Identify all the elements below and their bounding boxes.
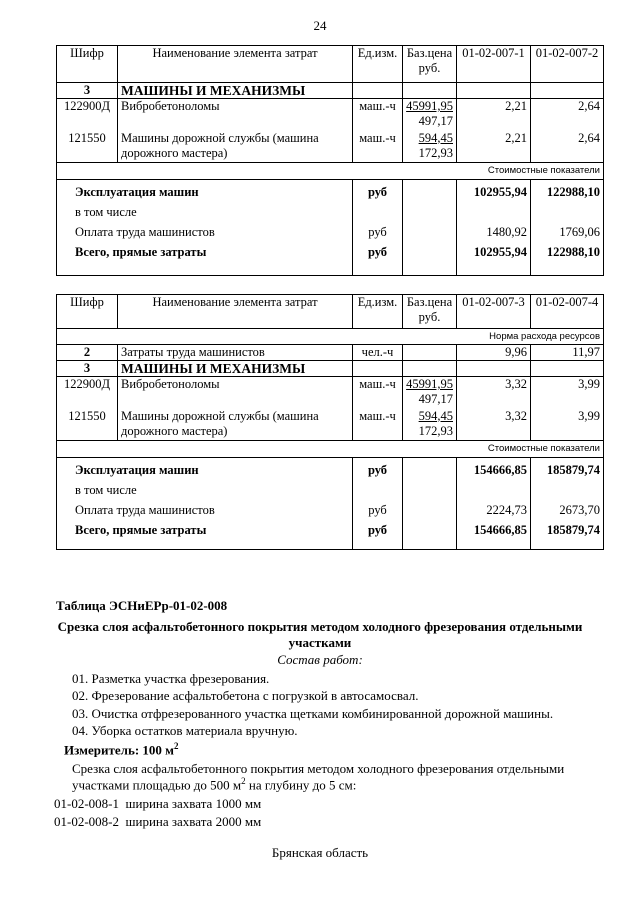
list-item: 01-02-008-1 ширина захвата 1000 мм	[54, 796, 262, 811]
work-item: 03. Очистка отфрезерованного участка щетками комбинированной дорожной машины.	[72, 706, 554, 721]
table-label: Таблица ЭСНиЕРр-01-02-008	[56, 598, 228, 613]
header-code: Шифр	[57, 295, 118, 329]
description-line-2: участками площадью до 500 $м^2$ на глубину до 5 см:	[72, 776, 357, 793]
region-footer: Брянская область	[271, 845, 369, 860]
section-title: МАШИНЫ И МЕХАНИЗМЫ	[118, 361, 353, 377]
header-col-4: 01-02-007-4	[531, 295, 604, 329]
header-col-3: 01-02-007-3	[457, 295, 531, 329]
composition-heading: Состав работ:	[277, 652, 363, 667]
work-item: 01. Разметка участка фрезерования.	[72, 671, 270, 686]
header-price: Баз.цена руб.	[403, 46, 457, 83]
header-col-1: 01-02-007-1	[457, 46, 531, 83]
table-row: 121550 Машины дорожной службы (машина дорожного мастера) маш.-ч 594,45 172,93 2,21 2,64	[57, 131, 604, 163]
header-code: Шифр	[57, 46, 118, 83]
description-line-1: Срезка слоя асфальтобетонного покрытия методом холодного фрезерования отдельными	[72, 761, 565, 776]
totals-block: Эксплуатация машин в том числе Оплата труда машинистов Всего, прямые затраты руб руб руб 154666,85 2224,73 154666,85 185879,74 2673,70 185879,74	[57, 458, 604, 550]
table-row: 122900Д Вибробетоноломы маш.-ч 45991,95 497,17 2,21 2,64	[57, 99, 604, 131]
table-title-line-2: участками	[288, 635, 352, 650]
table-row: 121550 Машины дорожной службы (машина дорожного мастера) маш.-ч 594,45 172,93 3,32 3,99	[57, 409, 604, 441]
table-row: 3 МАШИНЫ И МЕХАНИЗМЫ	[57, 361, 604, 377]
header-unit: Ед.изм.	[353, 46, 403, 83]
resource-table-1	[56, 45, 604, 276]
list-item: 01-02-008-2 ширина захвата 2000 мм	[54, 814, 262, 829]
header-unit: Ед.изм.	[353, 295, 403, 329]
work-item: 02. Фрезерование асфальтобетона с погрузкой в автосамосвал.	[72, 688, 419, 703]
header-price: Баз.цена руб.	[403, 295, 457, 329]
header-name: Наименование элемента затрат	[118, 295, 353, 329]
totals-block: Эксплуатация машин в том числе Оплата труда машинистов Всего, прямые затраты руб руб руб 102955,94 1480,92 102955,94 122988,10 1769,06 122988,10	[57, 180, 604, 276]
work-item: 04. Уборка остатков материала вручную.	[72, 723, 298, 738]
table-row: 2 Затраты труда машинистов чел.-ч 9,96 11,97	[57, 345, 604, 361]
cost-label: Стоимостные показатели	[57, 441, 604, 458]
section-title: МАШИНЫ И МЕХАНИЗМЫ	[118, 83, 353, 99]
norm-label: Норма расхода ресурсов	[57, 329, 604, 345]
header-col-2: 01-02-007-2	[531, 46, 604, 83]
resource-table-2	[56, 294, 604, 550]
page-number: 24	[313, 18, 327, 33]
table-row: 3 МАШИНЫ И МЕХАНИЗМЫ	[57, 83, 604, 99]
header-name: Наименование элемента затрат	[118, 46, 353, 83]
meter-label: Измеритель: 100 $м^2$	[64, 741, 179, 758]
table-title-line-1: Срезка слоя асфальтобетонного покрытия методом холодного фрезерования отдельными	[57, 619, 583, 634]
table-row: 122900Д Вибробетоноломы маш.-ч 45991,95 497,17 3,32 3,99	[57, 377, 604, 409]
cost-label: Стоимостные показатели	[57, 163, 604, 180]
